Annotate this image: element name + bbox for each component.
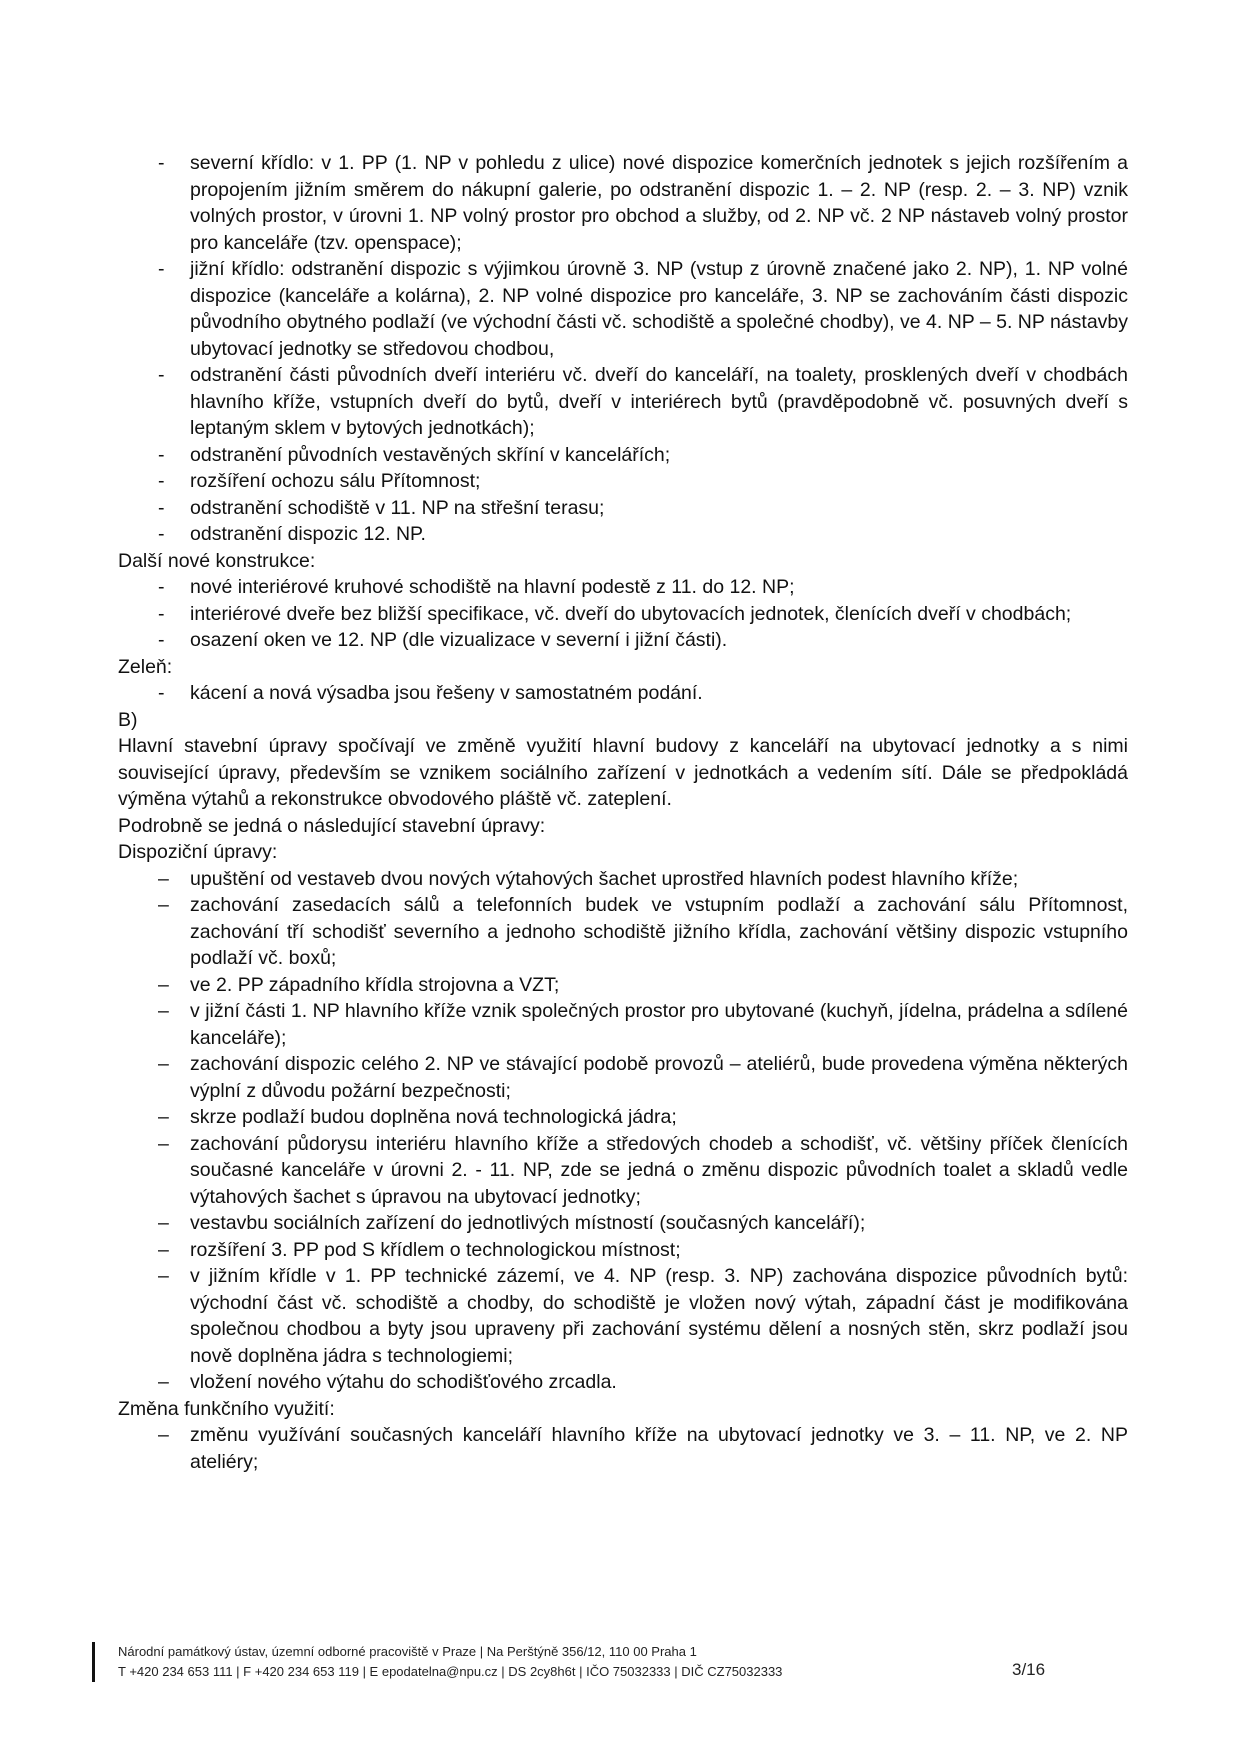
bullet-dash: – <box>158 1106 169 1128</box>
bullet-list-greenery <box>118 680 1128 707</box>
footer-text <box>118 1642 782 1682</box>
paragraph-line: Podrobně se jedná o následující stavební úpravy: <box>118 814 546 837</box>
section-heading: Dispoziční úpravy: <box>118 841 278 863</box>
list-item: – skrze podlaží budou doplněna nová technologická jádra; <box>118 1104 1128 1131</box>
footer-address: Národní památkový ústav, územní odborné pracoviště v Praze | Na Perštýně 356/12, 110 00 Praha 1 <box>118 1644 697 1659</box>
bullet-dash: - <box>158 576 165 598</box>
section-heading: Zeleň: <box>118 655 173 678</box>
section-heading: Další nové konstrukce: <box>118 549 316 572</box>
bullet-dash: – <box>158 1265 169 1287</box>
bullet-dash: - <box>158 523 165 545</box>
bullet-dash: - <box>158 629 165 651</box>
list-item: – v jižním křídle v 1. PP technické zázemí, ve 4. NP (resp. 3. NP) zachována dispozice původních bytů: východní část vč. schodiště a chodby, do schodiště je vložen nový výtah, západní část je modifikována společnou chodbou a byty jsou upraveny při zachování systému dělení a nosných stěn, skrz podlaží jsou nově doplněna jádra s technologiemi; <box>158 1265 1128 1367</box>
bullet-dash: – <box>158 1132 169 1155</box>
list-item: – vložení nového výtahu do schodišťového zrcadla. <box>118 1369 1128 1396</box>
bullet-list-function-change <box>118 1422 1128 1475</box>
section-label: B) <box>118 708 138 731</box>
list-item: – rozšíření 3. PP pod S křídlem o technologickou místnost; <box>118 1237 1128 1264</box>
list-item: - odstranění části původních dveří interiéru vč. dveří do kanceláří, na toalety, prosklených dveří v chodbách hlavního kříže, vstupních dveří do bytů, dveří v interiérech bytů (pravděpodobně vč. posuvných dveří s leptaným sklem v bytových jednotkách); <box>158 364 1128 439</box>
footer-contacts: T +420 234 653 111 | F +420 234 653 119 | E epodatelna@npu.cz | DS 2cy8h6t | IČO 75032333 | DIČ CZ75032333 <box>118 1664 783 1679</box>
section-heading: Změna funkčního využití: <box>118 1397 335 1420</box>
bullet-dash: – <box>158 1371 169 1393</box>
bullet-list-new-constructions <box>118 574 1128 654</box>
page-content <box>118 150 1128 1475</box>
paragraph-intro: Hlavní stavební úpravy spočívají ve změně využití hlavní budovy z kanceláří na ubytovací jednotky a s nimi související úpravy, především se vznikem sociálního zařízení v jednotkách a vedením sítí. Dále se předpokládá výměna výtahů a rekonstrukce obvodového pláště vč. zateplení. <box>118 735 1128 810</box>
bullet-dash: - <box>158 152 165 174</box>
list-item: – upuštění od vestaveb dvou nových výtahových šachet uprostřed hlavních podest hlavního kříže; <box>118 866 1128 893</box>
list-item: – v jižní části 1. NP hlavního kříže vznik společných prostor pro ubytované (kuchyň, jídelna, prádelna a sdílené kanceláře); <box>158 1000 1128 1049</box>
bullet-dash: - <box>158 496 165 519</box>
list-item: - odstranění původních vestavěných skříní v kancelářích; <box>118 442 1128 469</box>
bullet-dash: – <box>158 1053 169 1075</box>
bullet-dash: – <box>158 894 169 916</box>
bullet-dash: - <box>158 258 165 280</box>
page-footer <box>92 1642 1092 1682</box>
bullet-dash: - <box>158 682 165 704</box>
list-item: – vestavbu sociálních zařízení do jednotlivých místností (současných kanceláří); <box>118 1210 1128 1237</box>
bullet-dash: - <box>158 602 165 625</box>
list-item: – zachování zasedacích sálů a telefonních budek ve vstupním podlaží a zachování sálu Přítomnost, zachování tří schodišť severního a jednoho schodiště jižního křídla, zachování většiny dispozic vstupního podlaží vč. boxů; <box>158 894 1128 969</box>
list-item: – ve 2. PP západního křídla strojovna a VZT; <box>118 972 1128 999</box>
bullet-dash: – <box>158 973 169 996</box>
list-item: - severní křídlo: v 1. PP (1. NP v pohledu z ulice) nové dispozice komerčních jednotek s jejich rozšířením a propojením jižním směrem do nákupní galerie, po odstranění dispozic 1. – 2. NP (resp. 2. – 3. NP) vznik volných prostor, v úrovni 1. NP volný prostor pro obchod a služby, od 2. NP vč. 2 NP nástaveb volný prostor pro kanceláře (tzv. openspace); <box>158 152 1128 254</box>
bullet-dash: - <box>158 364 165 386</box>
bullet-list-layout-changes <box>118 866 1128 1396</box>
list-item: - nové interiérové kruhové schodiště na hlavní podestě z 11. do 12. NP; <box>118 574 1128 601</box>
bullet-dash: – <box>158 1212 169 1234</box>
list-item: – změnu využívání současných kanceláří hlavního kříže na ubytovací jednotky ve 3. – 11. NP, ve 2. NP ateliéry; <box>158 1424 1128 1473</box>
list-item: – zachování dispozic celého 2. NP ve stávající podobě provozů – ateliérů, bude provedena výměna některých výplní z důvodu požární bezpečnosti; <box>158 1053 1128 1102</box>
bullet-dash: - <box>158 443 165 466</box>
list-item: - odstranění schodiště v 11. NP na střešní terasu; <box>118 495 1128 522</box>
list-item: - jižní křídlo: odstranění dispozic s výjimkou úrovně 3. NP (vstup z úrovně značené jako 2. NP), 1. NP volné dispozice (kanceláře a kolárna), 2. NP volné dispozice pro kanceláře, 3. NP se zachováním části dispozic původního obytného podlaží (ve východní části vč. schodiště a společné chodby), ve 4. NP – 5. NP nástavby ubytovací jednotky se středovou chodbou, <box>158 258 1129 360</box>
list-item: - interiérové dveře bez bližší specifikace, vč. dveří do ubytovacích jednotek, členících dveří v chodbách; <box>118 601 1128 628</box>
list-item: – zachování půdorysu interiéru hlavního kříže a středových chodeb a schodišť, vč. většiny příček členících současné kanceláře v úrovni 2. - 11. NP, zde se jedná o změnu dispozic původních toalet a skladů vedle výtahových šachet s úpravou na ubytovací jednotky; <box>158 1132 1128 1208</box>
bullet-dash: – <box>158 1000 169 1022</box>
bullet-list-changes <box>118 150 1128 548</box>
bullet-dash: - <box>158 470 165 492</box>
list-item: - odstranění dispozic 12. NP. <box>118 521 1128 548</box>
footer-divider <box>92 1642 95 1682</box>
list-item: - kácení a nová výsadba jsou řešeny v samostatném podání. <box>118 680 1128 707</box>
bullet-dash: – <box>158 867 169 890</box>
bullet-dash: – <box>158 1424 169 1446</box>
list-item: - osazení oken ve 12. NP (dle vizualizace v severní i jižní části). <box>118 627 1128 654</box>
page-number: 3/16 <box>1012 1660 1046 1679</box>
bullet-dash: – <box>158 1238 169 1261</box>
list-item: - rozšíření ochozu sálu Přítomnost; <box>118 468 1128 495</box>
